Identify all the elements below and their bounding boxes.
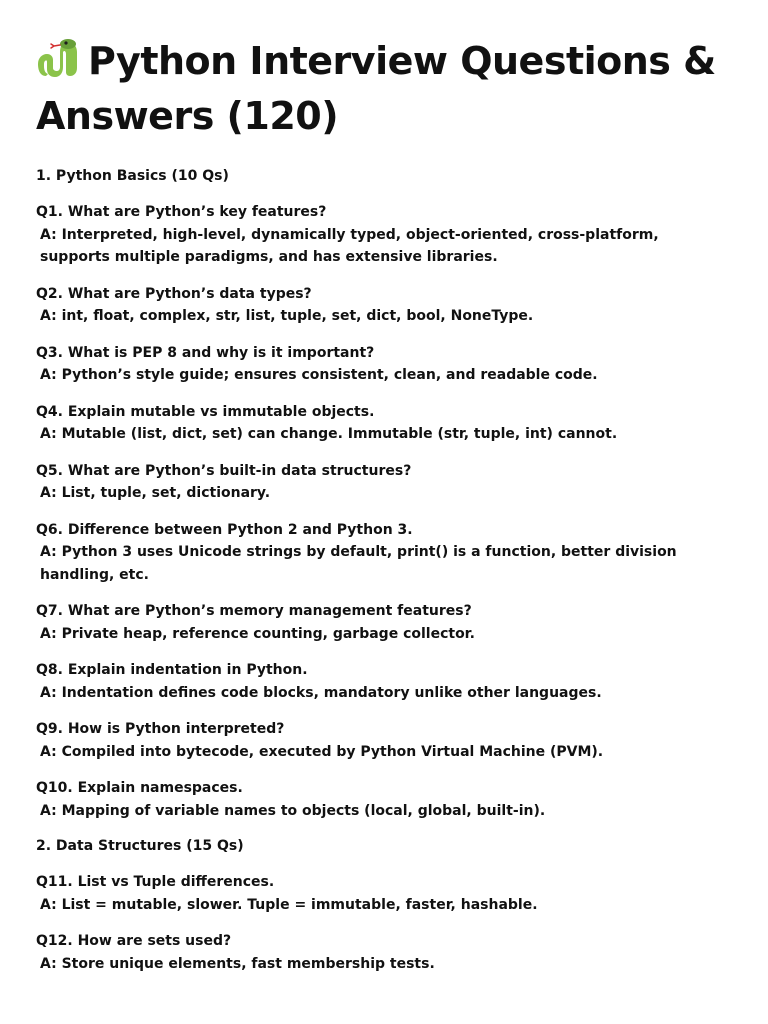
qa-item <box>36 519 732 587</box>
question-text: Q10. Explain namespaces. <box>36 780 243 796</box>
qa-item <box>36 401 732 446</box>
qa-item <box>36 342 732 387</box>
question-text: Q1. What are Python’s key features? <box>36 204 327 220</box>
question-text: Q7. What are Python’s memory management features? <box>36 603 472 619</box>
question-text: Q2. What are Python’s data types? <box>36 285 312 302</box>
answer-text: A: Mapping of variable names to objects (local, global, built-in). <box>40 802 546 819</box>
question-text: Q3. What is PEP 8 and why is it important? <box>36 344 375 361</box>
page-title <box>36 34 732 144</box>
question-text: Q5. What are Python’s built-in data structures? <box>36 462 412 479</box>
answer-text: A: Mutable (list, dict, set) can change. Immutable (str, tuple, int) cannot. <box>40 426 618 442</box>
question-text: Q12. How are sets used? <box>36 933 232 949</box>
question-text: Q11. List vs Tuple differences. <box>36 874 275 890</box>
snake-icon <box>36 36 80 80</box>
answer-text: A: Indentation defines code blocks, mandatory unlike other languages. <box>40 684 602 701</box>
qa-item <box>36 460 732 505</box>
answer-text: A: List, tuple, set, dictionary. <box>40 485 271 501</box>
answer-text: A: Store unique elements, fast membership tests. <box>40 955 435 972</box>
qa-item <box>36 600 732 645</box>
qa-item <box>36 718 732 763</box>
page-title-text: Python Interview Questions & Answers (120) <box>36 39 716 138</box>
answer-text: A: Python 3 uses Unicode strings by default, print() is a function, better division handling, etc. <box>40 544 677 583</box>
section-heading: 2. Data Structures (15 Qs) <box>36 838 244 854</box>
qa-item <box>36 930 732 975</box>
qa-item <box>36 659 732 704</box>
qa-item <box>36 871 732 916</box>
answer-text: A: Compiled into bytecode, executed by Python Virtual Machine (PVM). <box>40 743 604 760</box>
answer-text: A: Interpreted, high-level, dynamically typed, object-oriented, cross-platform, supports multiple paradigms, and has extensive libraries. <box>40 226 659 265</box>
answer-text: A: Python’s style guide; ensures consistent, clean, and readable code. <box>40 367 598 383</box>
answer-text: A: Private heap, reference counting, garbage collector. <box>40 625 475 642</box>
qa-item <box>36 283 732 328</box>
qa-item <box>36 777 732 822</box>
question-text: Q8. Explain indentation in Python. <box>36 662 308 678</box>
answer-text: A: List = mutable, slower. Tuple = immutable, faster, hashable. <box>40 896 538 913</box>
question-text: Q6. Difference between Python 2 and Python 3. <box>36 521 413 538</box>
qa-item <box>36 201 732 269</box>
question-text: Q9. How is Python interpreted? <box>36 721 285 737</box>
section-heading: 1. Python Basics (10 Qs) <box>36 168 229 184</box>
question-text: Q4. Explain mutable vs immutable objects. <box>36 403 375 420</box>
answer-text: A: int, float, complex, str, list, tuple, set, dict, bool, NoneType. <box>40 308 534 324</box>
